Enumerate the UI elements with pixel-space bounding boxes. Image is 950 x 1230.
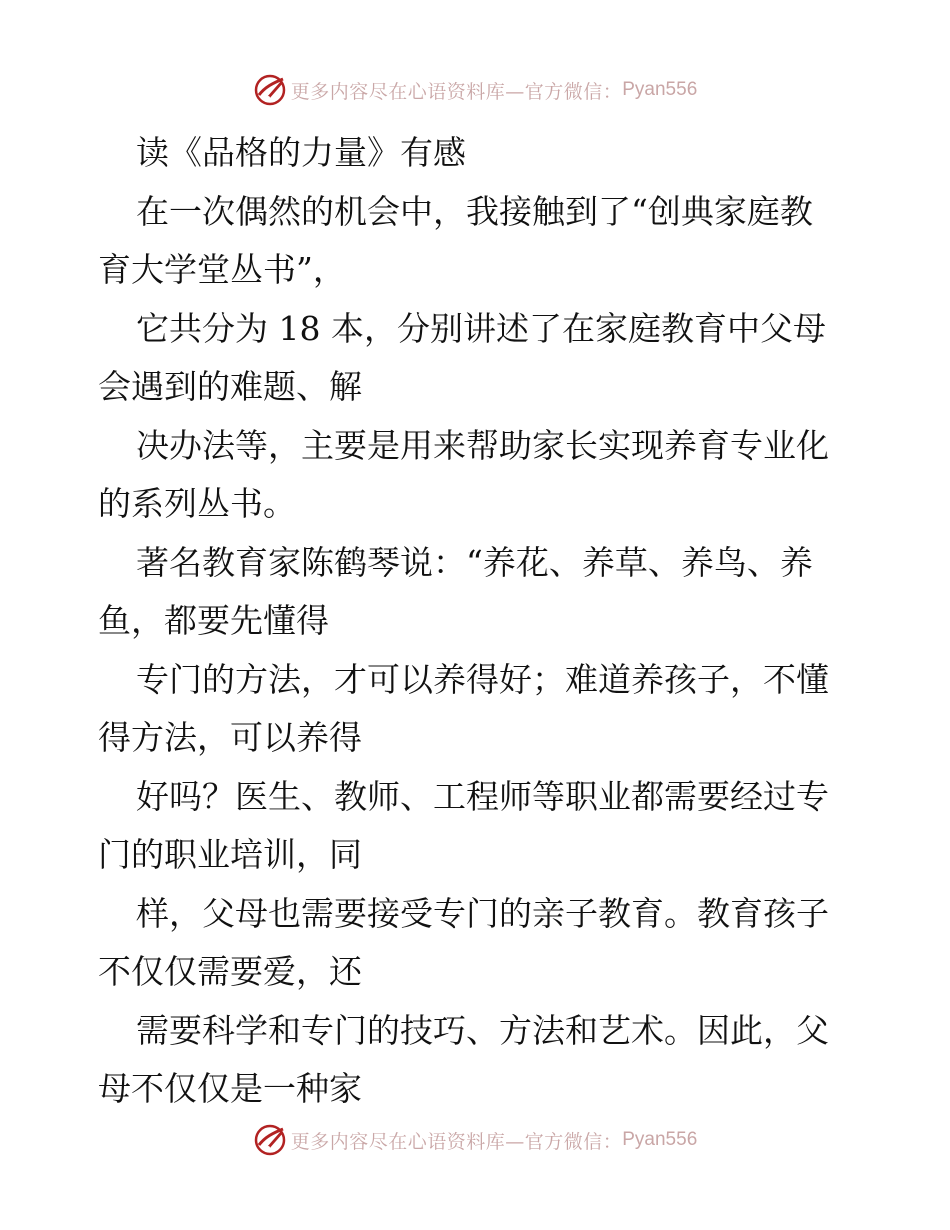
text-line: 好吗？医生、教师、工程师等职业都需要经过专 — [136, 776, 829, 816]
text-line: 样，父母也需要接受专门的亲子教育。教育孩子 — [136, 893, 829, 933]
text-line: 门的职业培训，同 — [98, 835, 362, 874]
document-title: 读《品格的力量》有感 — [136, 133, 466, 172]
pen-logo-icon — [253, 1123, 287, 1157]
pen-logo-icon — [253, 73, 287, 107]
text-line: 不仅仅需要爱，还 — [98, 952, 362, 991]
text-line: 会遇到的难题、解 — [98, 367, 362, 406]
text-line: 鱼，都要先懂得 — [98, 601, 329, 640]
text-line: 母不仅仅是一种家 — [98, 1069, 362, 1108]
footer-wechat-id: Pyan556 — [622, 1129, 698, 1150]
text-line: 它共分为 18 本，分别讲述了在家庭教育中父母 — [136, 308, 826, 348]
text-line: 决办法等，主要是用来帮助家长实现养育专业化 — [136, 425, 829, 465]
text-line: 在一次偶然的机会中，我接触到了“创典家庭教 — [136, 191, 813, 231]
document-body — [98, 124, 858, 1119]
footer-banner — [0, 1120, 950, 1160]
text-line: 需要科学和专门的技巧、方法和艺术。因此，父 — [136, 1010, 829, 1050]
footer-banner-text: 更多内容尽在心语资料库—官方微信： — [290, 1130, 623, 1153]
header-banner — [0, 70, 950, 110]
text-line: 专门的方法，才可以养得好；难道养孩子，不懂 — [136, 659, 829, 699]
text-line: 的系列丛书。 — [98, 484, 296, 523]
text-line: 得方法，可以养得 — [98, 718, 362, 757]
header-wechat-id: Pyan556 — [622, 79, 698, 100]
text-line: 育大学堂丛书”， — [98, 250, 346, 289]
header-banner-text: 更多内容尽在心语资料库—官方微信： — [290, 80, 623, 103]
text-line: 著名教育家陈鹤琴说：“养花、养草、养鸟、养 — [136, 542, 813, 582]
